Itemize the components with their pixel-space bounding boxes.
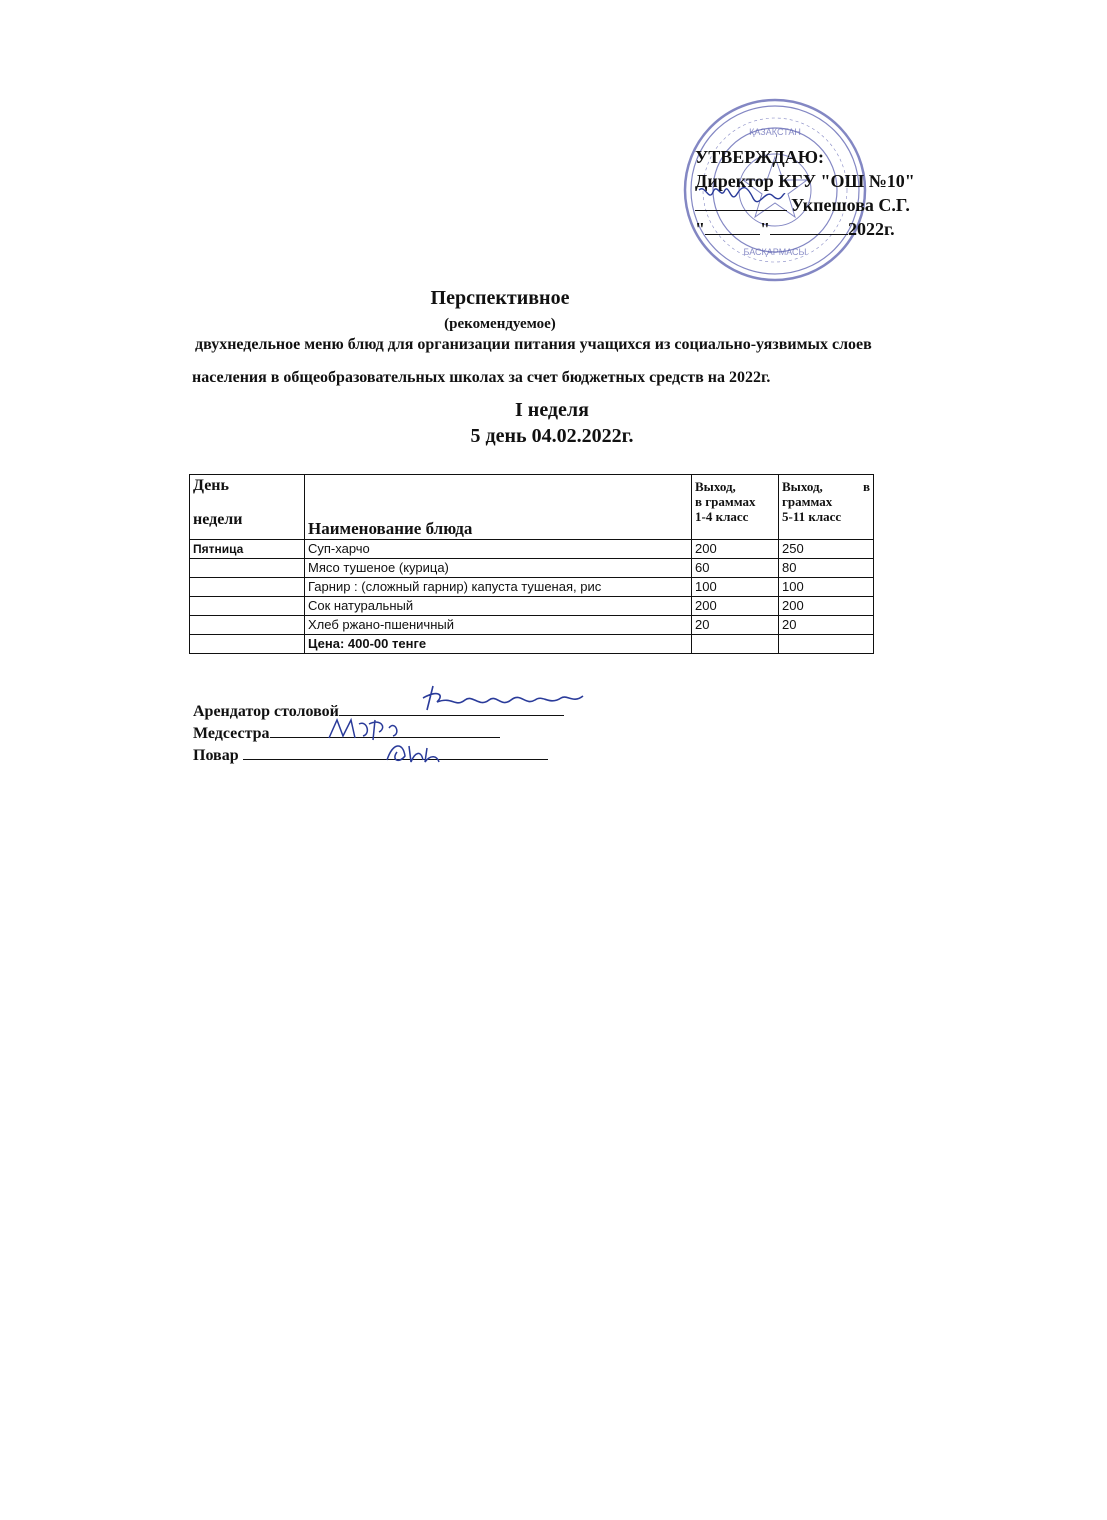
date-close-quote: " [760, 219, 770, 239]
table-row [190, 578, 874, 597]
table-row-price [190, 635, 874, 654]
row-out1: 60 [692, 559, 779, 578]
row-out2: 100 [779, 578, 874, 597]
row-out2 [779, 635, 874, 654]
svg-text:БАСҚАРМАСЫ: БАСҚАРМАСЫ [743, 247, 807, 257]
header-out1-line1: Выход, [695, 479, 736, 494]
row-out1 [692, 635, 779, 654]
heading-recommended: (рекомендуемое) [444, 316, 556, 332]
date-day-blank [705, 218, 760, 235]
heading-perspective: Перспективное [430, 287, 570, 309]
header-out2-line2: граммах [782, 494, 833, 509]
heading-week: I неделя [515, 399, 589, 421]
row-dish: Сок натуральный [305, 597, 692, 616]
signature-cook [193, 744, 564, 766]
row-out1: 20 [692, 616, 779, 635]
row-out2: 200 [779, 597, 874, 616]
row-out1: 200 [692, 540, 779, 559]
header-out1-line3: 1-4 класс [695, 509, 749, 524]
table-row [190, 540, 874, 559]
header-output-1-4 [692, 475, 779, 540]
heading-description-1: двухнедельное меню блюд для организации питания учащихся из социально-уязвимых слоев [195, 336, 872, 353]
row-out1: 100 [692, 578, 779, 597]
director-signature [695, 194, 787, 211]
row-dish: Суп-харчо [305, 540, 692, 559]
header-day-line1: День [193, 477, 229, 494]
approval-title: УТВЕРЖДАЮ: [695, 147, 825, 167]
header-output-5-11 [779, 475, 874, 540]
row-day [190, 597, 305, 616]
nurse-label: Медсестра [193, 725, 270, 742]
row-out2: 80 [779, 559, 874, 578]
svg-text:ҚАЗАҚСТАН: ҚАЗАҚСТАН [749, 127, 801, 137]
date-month-blank [770, 218, 848, 235]
row-day [190, 578, 305, 597]
row-out2: 20 [779, 616, 874, 635]
heading-day: 5 день 04.02.2022г. [470, 425, 634, 447]
header-dish-name: Наименование блюда [305, 475, 692, 540]
table-row [190, 597, 874, 616]
row-dish: Гарнир : (сложный гарнир) капуста тушеная, рис [305, 578, 692, 597]
approval-name-line [695, 193, 995, 217]
row-day [190, 635, 305, 654]
table-header-row [190, 475, 874, 540]
header-day-line2: недели [193, 511, 243, 528]
approval-position: Директор КГУ "ОШ №10" [695, 171, 915, 191]
cook-signature-graphic [379, 738, 449, 768]
header-out2-top [782, 479, 870, 494]
header-day [190, 475, 305, 540]
header-out2-line1a: Выход, [782, 479, 823, 494]
director-name: Укпешова С.Г. [791, 195, 910, 215]
row-day [190, 559, 305, 578]
header-out2-line1b: в [862, 479, 870, 494]
menu-table [189, 474, 874, 654]
signatures-block [193, 700, 564, 766]
row-dish: Мясо тушеное (курица) [305, 559, 692, 578]
header-out1-line2: в граммах [695, 494, 756, 509]
date-year: 2022г. [848, 219, 895, 239]
approval-block [695, 145, 995, 241]
director-signature-graphic [695, 182, 787, 210]
header-out2-line3: 5-11 класс [782, 509, 842, 524]
row-price: Цена: 400-00 тенге [305, 635, 692, 654]
table-row [190, 559, 874, 578]
date-open-quote: " [695, 219, 705, 239]
tenant-label: Арендатор столовой [193, 703, 339, 720]
row-dish: Хлеб ржано-пшеничный [305, 616, 692, 635]
row-out2: 250 [779, 540, 874, 559]
table-row [190, 616, 874, 635]
approval-date-line [695, 217, 995, 241]
cook-label: Повар [193, 747, 239, 764]
heading-description-2: населения в общеобразовательных школах за счет бюджетных средств на 2022г. [192, 369, 771, 386]
row-day [190, 616, 305, 635]
row-day: Пятница [190, 540, 305, 559]
row-out1: 200 [692, 597, 779, 616]
tenant-signature-graphic [393, 680, 593, 718]
